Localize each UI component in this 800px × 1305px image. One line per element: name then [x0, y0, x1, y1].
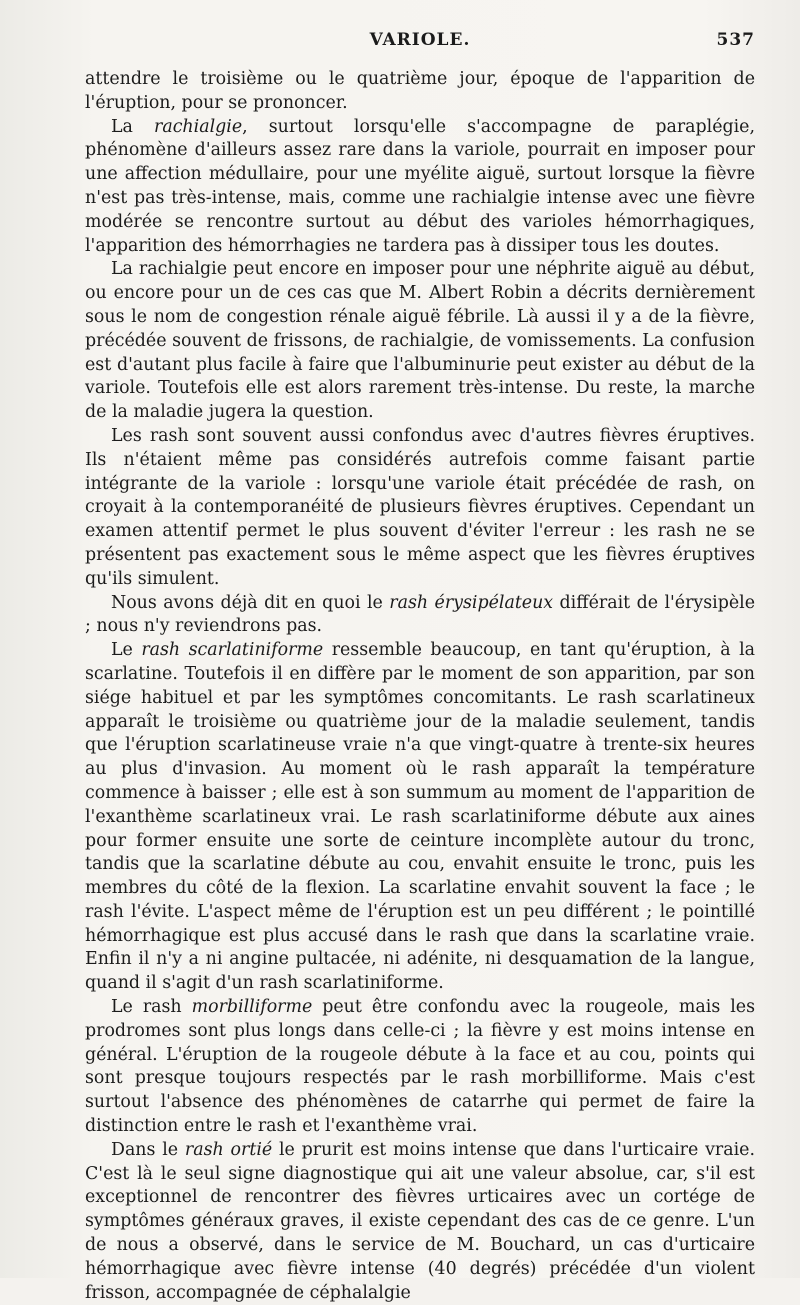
text-run: La — [111, 116, 155, 137]
paragraph — [85, 68, 755, 116]
running-title: VARIOLE. — [369, 30, 471, 50]
italic-term: rash ortié — [184, 1139, 273, 1160]
text-run: La rachialgie peut encore en imposer pour une néphrite aiguë au début, ou encore pour un de ces cas que M. Albert Robin a décrits dernièrement sous le nom de congestion rénale aiguë fébrile. Là aussi il y a de la fièvre, précédée souvent de frissons, de rachialgie, de vomissements. La confusion est d'autant plus facile à faire que l'albuminurie peut exister au début de la variole. Toutefois elle est alors rarement très-intense. Du reste, la marche de la maladie jugera la question. — [85, 259, 755, 423]
text-run: Nous avons déjà dit en quoi le — [111, 592, 390, 613]
paragraph — [85, 1139, 755, 1305]
page-number: 537 — [716, 30, 755, 50]
text-run: Le — [111, 640, 142, 661]
paragraph — [85, 425, 755, 592]
text-run: attendre le troisième ou le quatrième jour, époque de l'apparition de l'éruption, pour se prononcer. — [85, 69, 755, 113]
paragraph — [85, 592, 755, 640]
text-run: ressemble beaucoup, en tant qu'éruption, à la scarlatine. Toutefois il en diffère par le moment de son apparition, par son siége habituel et par les symptômes concomitants. Le rash scarlatineux apparaît le troisième ou quatrième jour de la maladie seulement, tandis que l'éruption scarlatineuse vraie n'a que vingt-quatre à trente-six heures au plus d'invasion. Au moment où le rash apparaît la température commence à baisser ; elle est à son summum au moment de l'apparition de l'exanthème scarlatineux vrai. Le rash scarlatiniforme débute aux aines pour former ensuite une sorte de ceinture incomplète autour du tronc, tandis que la scarlatine débute au cou, envahit ensuite le tronc, puis les membres du côté de la flexion. La scarlatine envahit souvent la face ; le rash l'évite. L'aspect même de l'éruption est un peu différent ; le pointillé hémorrhagique est plus accusé dans le rash que dans la scarlatine vraie. Enfin il n'y a ni angine pultacée, ni adénite, ni desquamation de la langue, quand il s'agit d'un rash scarlatiniforme. — [85, 640, 755, 994]
text-run: peut être confondu avec la rougeole, mais les prodromes sont plus longs dans celle-ci ; la fièvre y est moins intense en général. L'éruption de la rougeole débute à la face et au cou, points qui sont presque toujours respectés par le rash morbilliforme. Mais c'est surtout l'absence des phénomènes de catarrhe qui permet de faire la distinction entre le rash et l'exanthème vrai. — [85, 997, 755, 1137]
body-text — [85, 68, 755, 1305]
paragraph — [85, 639, 755, 996]
running-header — [85, 30, 755, 60]
paragraph — [85, 116, 755, 259]
italic-term: rash érysipélateux — [389, 592, 554, 613]
text-run: Le rash — [111, 997, 192, 1018]
paragraph — [85, 258, 755, 425]
text-run: différait de l'érysipèle ; nous n'y reviendrons pas. — [85, 592, 755, 637]
paragraph — [85, 996, 755, 1139]
text-run: Dans le — [111, 1139, 185, 1160]
text-run: Les rash sont souvent aussi confondus avec d'autres fièvres éruptives. Ils n'étaient même pas considérés autrefois comme faisant partie intégrante de la variole : lorsqu'une variole était précédée de rash, on croyait à la contemporanéité de plusieurs fièvres éruptives. Cependant un examen attentif permet le plus souvent d'éviter l'erreur : les rash ne se présentent pas exactement sous le même aspect que les fièvres éruptives qu'ils simulent. — [85, 425, 755, 589]
text-run: , surtout lorsqu'elle s'accompagne de paraplégie, phénomène d'ailleurs assez rare dans la variole, pourrait en imposer pour une affection médullaire, pour une myélite aiguë, surtout lorsque la fièvre n'est pas très-intense, mais, comme une rachialgie intense avec une fièvre modérée se rencontre surtout au début des varioles hémorrhagiques, l'apparition des hémorrhagies ne tardera pas à dissiper tous les doutes. — [85, 116, 756, 256]
italic-term: rachialgie — [154, 116, 243, 137]
italic-term: morbilliforme — [191, 997, 313, 1018]
italic-term: rash scarlatiniforme — [141, 640, 324, 661]
text-run: le prurit est moins intense que dans l'urticaire vraie. C'est là le seul signe diagnostique qui ait une valeur absolue, car, s'il est exceptionnel de rencontrer des fièvres urticaires avec un cortége de symptômes généraux graves, il existe cependant des cas de ce genre. L'un de nous a observé, dans le service de M. Bouchard, un cas d'urticaire hémorrhagique avec fièvre intense (40 degrés) précédée d'un violent frisson, accompagnée de céphalalgie — [85, 1139, 755, 1303]
